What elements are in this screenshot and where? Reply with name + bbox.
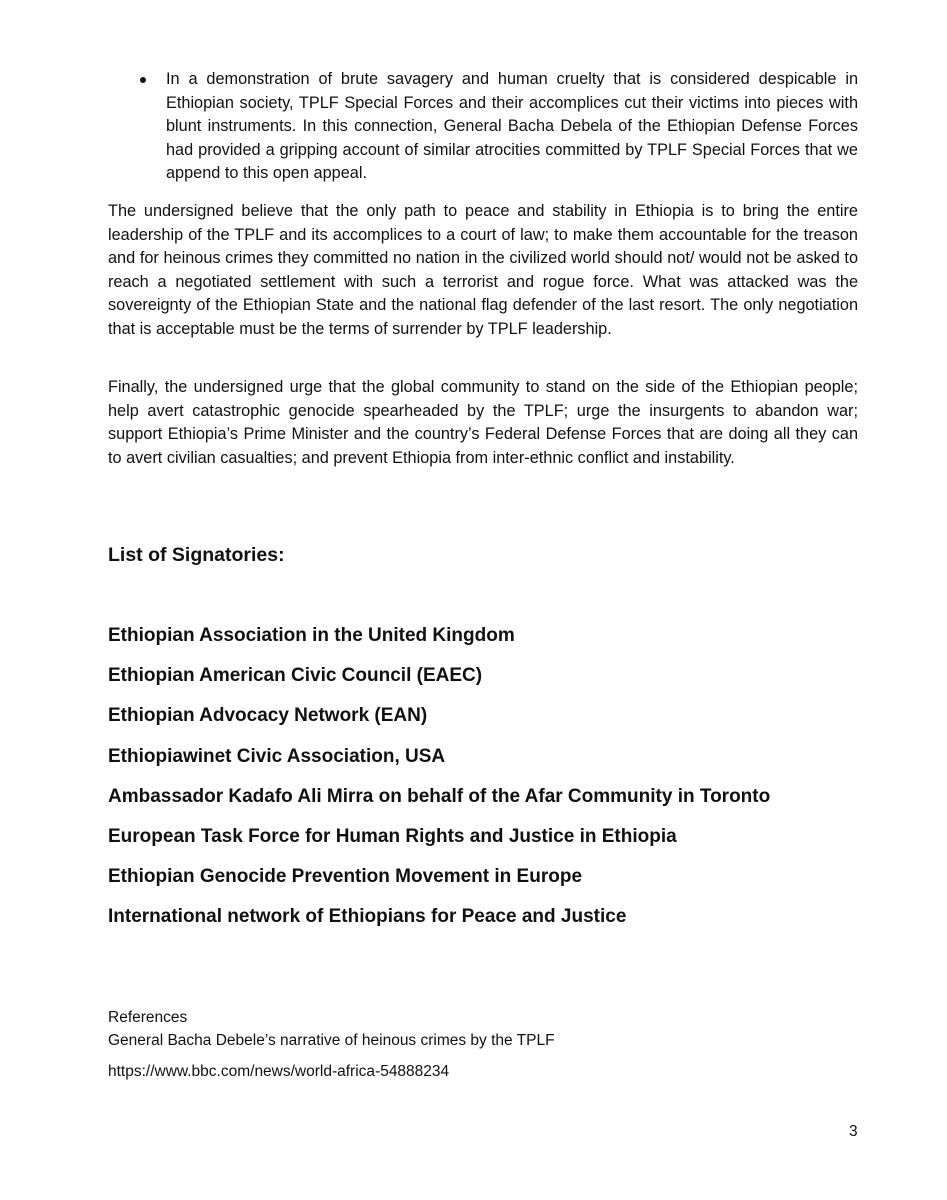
signatory-item: Ethiopian Advocacy Network (EAN) — [108, 705, 428, 727]
signatories-list — [108, 622, 770, 944]
reference-url: https://www.bbc.com/news/world-africa-54888234 — [108, 1063, 450, 1080]
references-heading: References — [108, 1009, 188, 1026]
signatories-heading: List of Signatories: — [108, 544, 285, 566]
signatory-item: Ethiopian American Civic Council (EAEC) — [108, 665, 483, 687]
signatory-item: European Task Force for Human Rights and Justice in Ethiopia — [108, 825, 677, 847]
signatory-item: Ethiopiawinet Civic Association, USA — [108, 745, 446, 767]
signatory-item: Ethiopian Genocide Prevention Movement in Europe — [108, 866, 583, 888]
bullet-paragraph: In a demonstration of brute savagery and human cruelty that is considered despicable in Ethiopian society, TPLF Special Forces and their accomplices cut their victims into pieces with blunt instruments. In this connection, General Bacha Debela of the Ethiopian Defense Forces had provided a gripping account of similar atrocities committed by TPLF Special Forces that we append to this open appeal. — [166, 70, 858, 182]
body-paragraph-2: Finally, the undersigned urge that the global community to stand on the side of the Ethiopian people; help avert catastrophic genocide spearheaded by the TPLF; urge the insurgents to abandon war; support Ethiopia’s Prime Minister and the country’s Federal Defense Forces that are doing all they can to avert civilian casualties; and prevent Ethiopia from inter-ethnic conflict and instability. — [108, 378, 858, 467]
signatory-item: International network of Ethiopians for Peace and Justice — [108, 906, 627, 928]
bullet-list — [108, 68, 858, 186]
body-paragraph-1: The undersigned believe that the only path to peace and stability in Ethiopia is to bring the entire leadership of the TPLF and its accomplices to a court of law; to make them accountable for the treason and for heinous crimes they committed no nation in the civilized world should not/ would not be asked to reach a negotiated settlement with such a terrorist and rogue force. What was attacked was the sovereignty of the Ethiopian State and the national flag defender of the last resort. The only negotiation that is acceptable must be the terms of surrender by TPLF leadership. — [108, 202, 858, 338]
references-section — [108, 1006, 555, 1083]
bullet-dot-icon — [140, 77, 146, 83]
page-number: 3 — [849, 1123, 858, 1140]
signatory-item: Ambassador Kadafo Ali Mirra on behalf of the Afar Community in Toronto — [108, 785, 771, 807]
signatory-item: Ethiopian Association in the United Kingdom — [108, 625, 515, 646]
bullet-item — [108, 68, 858, 186]
reference-item: General Bacha Debele’s narrative of heinous crimes by the TPLF — [108, 1032, 555, 1049]
